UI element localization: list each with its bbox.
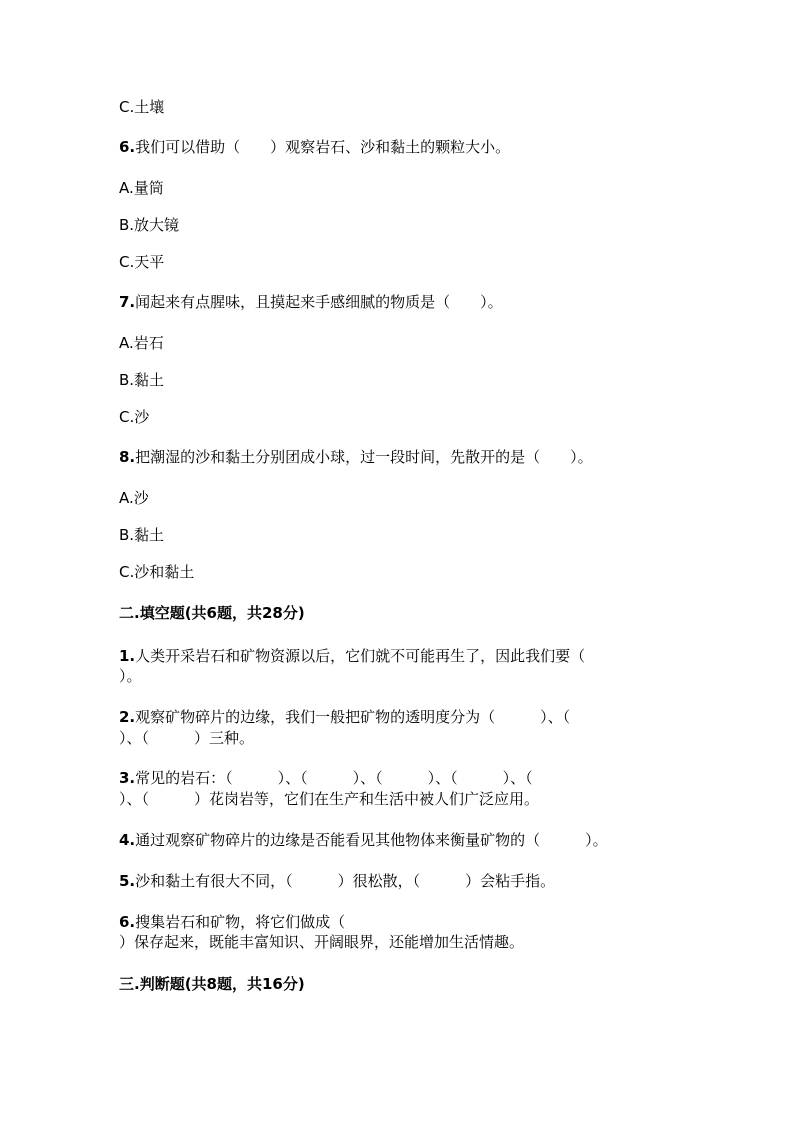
- question-text: 观察矿物碎片的边缘，我们一般把矿物的透明度分为（ ）、（: [135, 708, 571, 726]
- section-heading-fill-blank: 二.填空题(共6题，共28分): [119, 604, 305, 622]
- question-text: 通过观察矿物碎片的边缘是否能看见其他物体来衡量矿物的（ ）。: [135, 831, 608, 849]
- option-q6-a: A.量筒: [119, 179, 164, 197]
- question-text: 常见的岩石：（ ）、（ ）、（ ）、（ ）、（: [135, 769, 533, 787]
- option-q8-c: C.沙和黏土: [119, 563, 195, 581]
- question-text: 人类开采岩石和矿物资源以后，它们就不可能再生了，因此我们要（: [135, 647, 586, 665]
- fill-question-2-cont: ）、（ ）三种。: [119, 729, 255, 747]
- fill-question-4: [119, 830, 608, 850]
- question-8: [119, 447, 593, 467]
- question-7: [119, 292, 503, 312]
- fill-question-6: [119, 912, 345, 932]
- option-q6-c: C.天平: [119, 253, 165, 271]
- fill-question-2: [119, 707, 570, 727]
- question-number: 3.: [119, 769, 136, 787]
- fill-question-1: [119, 646, 585, 666]
- option-q5-c: C.土壤: [119, 98, 165, 116]
- question-number: 8.: [119, 448, 136, 466]
- option-q7-c: C.沙: [119, 408, 150, 426]
- fill-question-6-cont: ）保存起来，既能丰富知识、开阔眼界，还能增加生活情趣。: [119, 933, 525, 951]
- question-number: 1.: [119, 647, 136, 665]
- question-text: 搜集岩石和矿物，将它们做成（: [135, 913, 346, 931]
- question-stem: 我们可以借助（ ）观察岩石、沙和黏土的颗粒大小。: [135, 138, 511, 156]
- question-number: 4.: [119, 831, 136, 849]
- option-q6-b: B.放大镜: [119, 216, 180, 234]
- question-number: 7.: [119, 293, 136, 311]
- fill-question-1-cont: ）。: [119, 667, 142, 685]
- question-stem: 把潮湿的沙和黏土分别团成小球，过一段时间，先散开的是（ ）。: [135, 448, 593, 466]
- question-6: [119, 137, 510, 157]
- option-q7-b: B.黏土: [119, 371, 165, 389]
- question-text: 沙和黏土有很大不同，（ ）很松散，（ ）会粘手指。: [135, 872, 556, 890]
- section-heading-true-false: 三.判断题(共8题，共16分): [119, 975, 305, 993]
- fill-question-5: [119, 871, 555, 891]
- question-number: 2.: [119, 708, 136, 726]
- option-q8-a: A.沙: [119, 489, 149, 507]
- option-q8-b: B.黏土: [119, 526, 165, 544]
- question-number: 5.: [119, 872, 136, 890]
- question-stem: 闻起来有点腥味，且摸起来手感细腻的物质是（ ）。: [135, 293, 503, 311]
- option-q7-a: A.岩石: [119, 334, 164, 352]
- fill-question-3-cont: ）、（ ）花岗岩等，它们在生产和生活中被人们广泛应用。: [119, 790, 540, 808]
- question-number: 6.: [119, 138, 136, 156]
- question-number: 6.: [119, 913, 136, 931]
- fill-question-3: [119, 768, 533, 788]
